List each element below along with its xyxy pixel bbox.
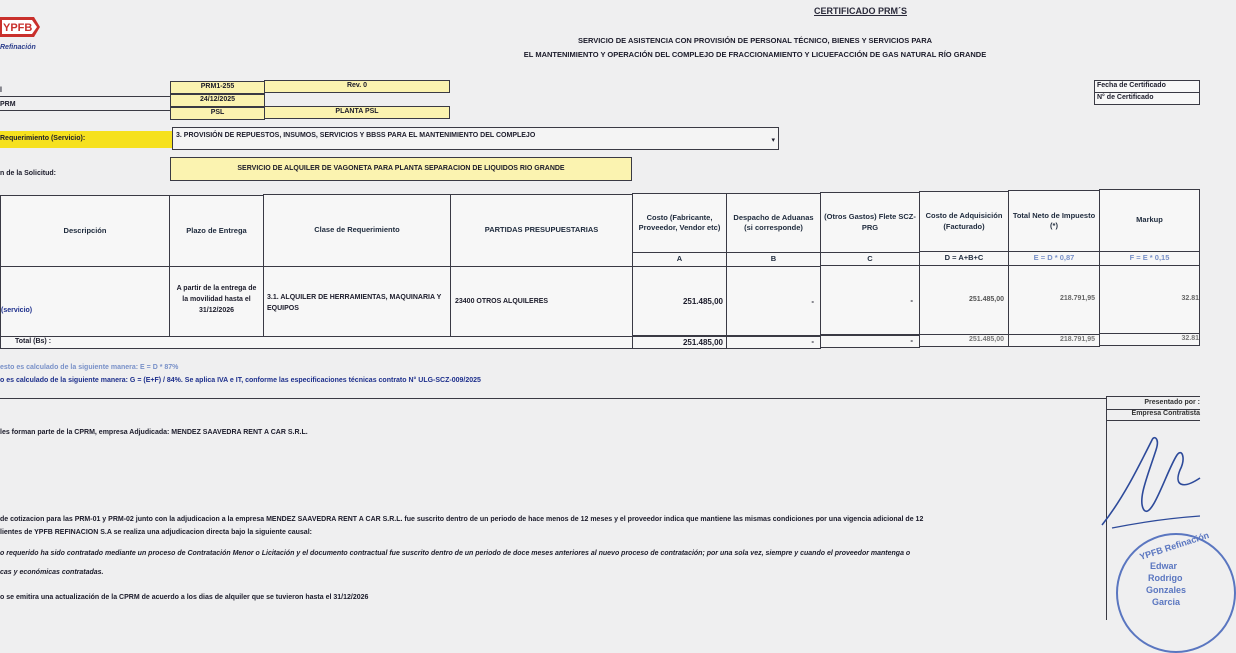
body-paragraph-3b: cas y económicas contratadas. [0,569,104,576]
row-markup: 32.81 [1181,295,1199,302]
row-despacho: - [811,297,814,306]
total-despacho: - [811,337,814,346]
prm-code: PRM1-255 [200,83,235,90]
row-adquisicion: 251.485,00 [968,296,1004,303]
logo-subtitle: Refinación [0,44,36,51]
section-divider [0,398,1106,399]
presentado-empresa: Empresa Contratista [1131,410,1200,417]
nro-certificado-box [1094,92,1200,105]
signature-mark [1082,430,1202,540]
service-title-line2: EL MANTENIMIENTO Y OPERACIÓN DEL COMPLEJO DE FRACCIONAMIENTO Y LICUEFACCIÓN DE GAS NATURAL RÍO GRANDE [523,50,987,59]
col-adquisicion: Costo de Adquisición (Facturado) [919,191,1009,252]
nro-certificado-label: N° de Certificado [1097,94,1154,101]
company-logo [0,14,40,54]
total-markup: 32.81 [1181,335,1199,342]
row-descripcion: (servicio) [1,307,33,314]
stamp-name-3: Gonzales [1146,585,1187,595]
total-neto-cell [1008,334,1100,347]
prm-code-cell [170,81,265,94]
note-2: o es calculado de la siguiente manera: G = (E+F) / 84%. Se aplica IVA e IT, conforme las especificaciones técnicas contrato N° ULG-SCZ-009/2025 [0,377,481,384]
solicitud-value: SERVICIO DE ALQUILER DE VAGONETA PARA PLANTA SEPARACION DE LIQUIDOS RIO GRANDE [237,165,565,172]
col-descripcion: Descripción [0,195,170,267]
row-clase: 3.1. ALQUILER DE HERRAMIENTAS, MAQUINARIA Y EQUIPOS [267,294,442,312]
rev-cell [264,80,450,93]
row-plazo: A partir de la entrega de la movilidad hasta el 31/12/2026 [176,285,257,314]
row-otros-cell [820,265,920,335]
col-otros: (Otros Gastos) Flete SCZ- PRG [820,192,920,253]
service-title-line1: SERVICIO DE ASISTENCIA CON PROVISIÓN DE PERSONAL TÉCNICO, BIENES Y SERVICIOS PARA [577,36,933,45]
row-otros: - [910,296,913,305]
info-rule2 [0,110,170,111]
row-neto: 218.791,95 [1059,295,1095,302]
total-costo: 251.485,00 [682,338,723,347]
row-neto-cell [1008,265,1100,335]
solicitud-box [170,157,632,181]
requirement-value: 3. PROVISIÓN DE REPUESTOS, INSUMOS, SERVICIOS Y BBSS PARA EL MANTENIMIENTO DEL COMPLEJO [176,132,536,139]
col-costo: Costo (Fabricante, Proveedor, Vendor etc) [632,193,727,253]
body-paragraph-4: o se emitira una actualización de la CPRM de acuerdo a los dias de alquiler que se tuvieron hasta el 31/12/2026 [0,594,369,601]
col-despacho: Despacho de Aduanas (si corresponde) [726,193,821,253]
note-1: esto es calculado de la siguiente manera: E = D * 87% [0,364,179,371]
total-adquisicion-cell [919,334,1009,347]
stamp-name-1: Edwar [1150,561,1178,571]
stamp-name-2: Rodrigo [1148,573,1183,583]
col-clase: Clase de Requerimiento [263,194,451,267]
total-label: Total (Bs) : [15,338,52,345]
solicitud-label: n de la Solicitud: [0,170,57,177]
row-adquisicion-cell [919,265,1009,335]
col-plazo: Plazo de Entrega [169,195,264,267]
psl-cell [170,107,265,120]
prm-date: 24/12/2025 [199,96,236,103]
body-paragraph-3a: o requerido ha sido contratado mediante un proceso de Contratación Menor o Licitación y el documento contractual fue suscrito dentro de un periodo de doce meses anteriores al nuevo proceso de contratación; por una sola vez, siempre y cuando el proveedor mantenga o [0,550,911,557]
row-costo-cell [632,266,727,336]
row-clase-cell [263,266,451,337]
planta-cell [264,106,450,119]
row-markup-cell [1099,265,1200,335]
requirement-select[interactable] [172,127,779,150]
total-despacho-cell [726,336,821,349]
col-markup: Markup [1099,189,1200,252]
sub-f: F = E * 0,15 [1099,251,1200,266]
sub-b: B [726,252,821,267]
total-otros: - [910,336,913,345]
row-partidas: 23400 OTROS ALQUILERES [455,298,549,305]
info-row2-label: PRM [0,101,16,108]
logo-text: YPFB [3,22,33,34]
rev-value: Rev. 0 [346,82,368,89]
sub-e: E = D * 0,87 [1008,251,1100,266]
official-stamp [1116,530,1236,653]
presentado-rule2 [1107,420,1200,421]
certificate-title: CERTIFICADO PRM´S [814,6,907,16]
dropdown-arrow-icon[interactable]: ▾ [771,137,775,144]
presentado-label: Presentado por : [1144,399,1200,406]
row-partidas-cell [450,266,633,337]
requirement-label: Requerimiento (Servicio): [0,135,86,142]
body-paragraph-2a: de cotizacion para las PRM-01 y PRM-02 junto con la adjudicacion a la empresa MENDEZ SAAVEDRA RENT A CAR S.R.L. fue suscrito dentro de un periodo de hace menos de 12 meses y el proveedor indica que mantiene las mismas condiciones por una vigencia adicional de 12 [0,516,924,523]
date-cell [170,94,265,107]
fecha-certificado-label: Fecha de Certificado [1097,82,1166,89]
col-neto: Total Neto de Impuesto (*) [1008,190,1100,252]
total-markup-cell [1099,333,1200,346]
total-neto: 218.791,95 [1059,336,1095,343]
psl-value: PSL [210,109,225,116]
sub-c: C [820,252,920,267]
info-row1-label: l [0,87,2,94]
total-costo-cell [632,336,727,349]
total-otros-cell [820,335,920,348]
planta-value: PLANTA PSL [335,108,379,115]
row-despacho-cell [726,266,821,336]
col-partidas: PARTIDAS PRESUPUESTARIAS [450,194,633,267]
table-row [0,266,170,337]
body-paragraph-2b: lientes de YPFB REFINACION S.A se realiza una adjudicacion directa bajo la siguiente causal: [0,529,312,536]
stamp-name-4: Garcia [1152,597,1181,607]
row-plazo-cell [169,266,264,337]
info-rule1 [0,96,170,97]
sub-d: D = A+B+C [919,251,1009,266]
total-label-cell [0,336,633,349]
requirement-label-box [0,131,172,148]
row-costo: 251.485,00 [682,297,723,306]
total-adquisicion: 251.485,00 [968,336,1004,343]
body-paragraph-1: les forman parte de la CPRM, empresa Adjudicada: MENDEZ SAAVEDRA RENT A CAR S.R.L. [0,429,308,436]
sub-a: A [632,252,727,267]
stamp-ring-text: YPFB Refinación [1138,530,1211,562]
